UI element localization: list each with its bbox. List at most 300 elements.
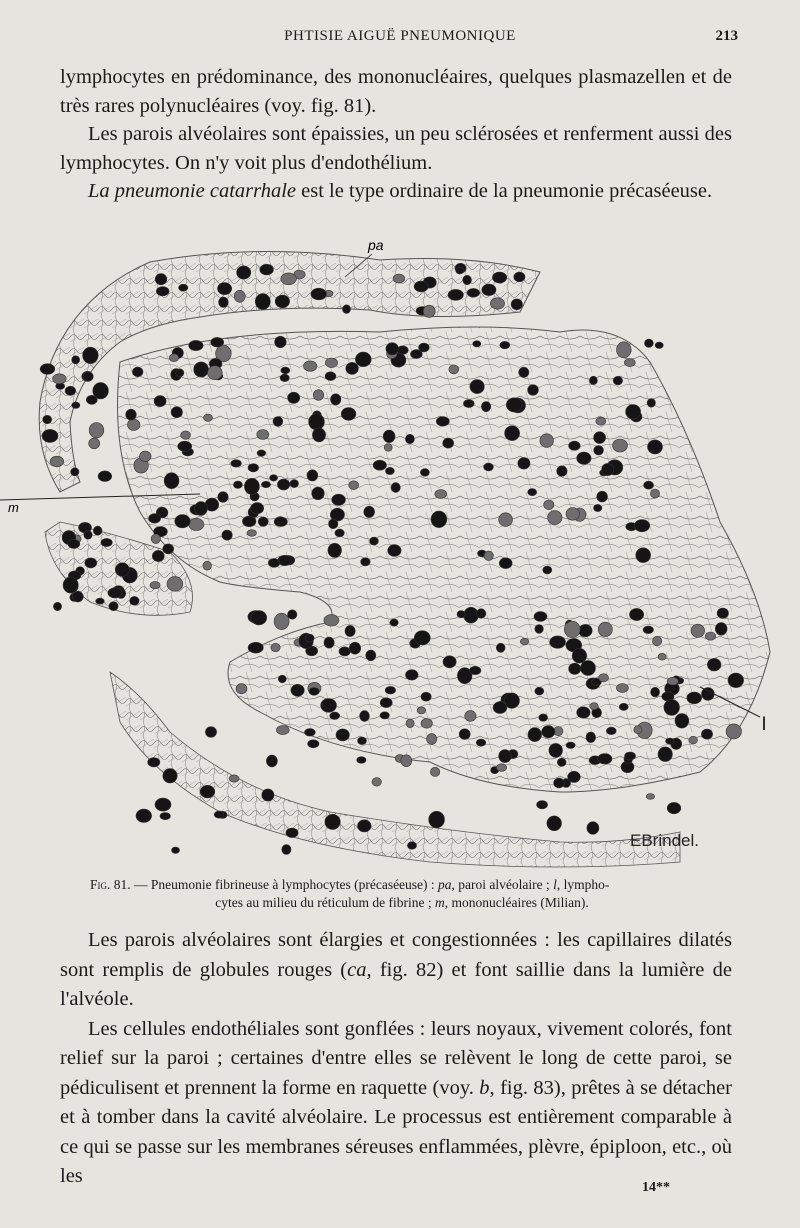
nucleus <box>291 684 304 696</box>
nucleus <box>331 394 341 405</box>
nucleus <box>218 283 232 295</box>
nucleus <box>557 466 567 477</box>
nucleus <box>666 738 675 744</box>
nucleus <box>40 364 55 375</box>
nucleus <box>566 742 575 748</box>
paragraph <box>60 1015 732 1192</box>
nucleus <box>443 438 454 448</box>
nucleus <box>481 402 490 412</box>
nucleus <box>332 494 346 505</box>
nucleus <box>470 666 481 674</box>
nucleus <box>247 530 256 537</box>
nucleus <box>86 395 97 404</box>
nucleus <box>307 470 318 481</box>
caption-text: cytes au milieu du réticulum de fibrine ; <box>215 895 435 910</box>
nucleus <box>149 514 161 524</box>
nucleus <box>505 426 520 441</box>
nucleus <box>349 481 359 490</box>
nucleus <box>172 847 180 853</box>
nucleus <box>463 400 474 408</box>
nucleus <box>587 822 599 835</box>
nucleus <box>257 430 269 440</box>
nucleus <box>373 460 386 470</box>
nucleus <box>372 778 381 787</box>
nucleus <box>260 264 274 275</box>
nucleus <box>282 845 291 855</box>
nucleus <box>581 661 596 676</box>
nucleus <box>397 346 408 355</box>
nucleus <box>109 602 118 611</box>
nucleus <box>652 636 661 645</box>
nucleus <box>550 636 566 648</box>
nucleus <box>248 642 263 653</box>
nucleus <box>257 450 266 456</box>
nucleus <box>470 380 484 394</box>
running-title: PHTISIE AIGUË PNEUMONIQUE <box>284 28 516 44</box>
nucleus <box>65 386 76 395</box>
nucleus <box>448 289 463 300</box>
nucleus <box>602 463 614 475</box>
nucleus <box>664 699 680 715</box>
label-pa: pa <box>368 237 384 253</box>
nucleus <box>313 390 323 401</box>
nucleus <box>329 519 338 529</box>
nucleus <box>325 358 337 368</box>
nucleus <box>308 740 319 748</box>
nucleus <box>126 409 137 420</box>
nucleus <box>309 688 319 696</box>
nucleus <box>420 469 429 477</box>
nucleus <box>465 711 476 722</box>
nucleus <box>255 294 270 310</box>
nucleus <box>150 582 160 589</box>
signature-mark: 14** <box>642 1180 670 1195</box>
nucleus <box>401 755 412 767</box>
nucleus <box>330 712 340 719</box>
nucleus <box>391 483 400 493</box>
nucleus <box>616 684 628 693</box>
paragraph-text: est le type ordinaire de la pneumonie précaséeuse. <box>296 180 713 203</box>
nucleus <box>101 538 112 546</box>
nucleus <box>53 374 67 384</box>
nucleus <box>594 432 606 444</box>
nucleus <box>702 688 715 701</box>
caption-term: m <box>434 895 445 910</box>
nucleus <box>155 798 171 811</box>
nucleus <box>181 431 191 439</box>
nucleus <box>366 650 376 661</box>
nucleus <box>658 747 672 762</box>
nucleus <box>237 266 251 279</box>
nucleus <box>569 663 581 674</box>
nucleus <box>393 274 405 283</box>
nucleus <box>658 653 666 660</box>
caption-text: , mononucléaires (Milian). <box>444 895 589 910</box>
nucleus <box>423 305 435 317</box>
nucleus <box>339 647 350 656</box>
nucleus <box>262 789 274 801</box>
nucleus <box>214 811 224 818</box>
nucleus <box>482 284 496 296</box>
nucleus <box>619 703 628 710</box>
nucleus <box>84 372 94 381</box>
nucleus <box>358 820 372 832</box>
nucleus <box>155 274 167 285</box>
nucleus <box>613 439 628 452</box>
nucleus <box>204 414 213 421</box>
nucleus <box>449 365 459 374</box>
nucleus <box>200 785 215 798</box>
paragraph <box>60 926 732 1015</box>
nucleus <box>53 602 61 610</box>
nucleus <box>218 492 228 503</box>
emphasis-term: b <box>479 1076 490 1099</box>
nucleus <box>63 577 78 593</box>
nucleus <box>127 419 140 430</box>
nucleus <box>385 686 395 694</box>
nucleus <box>484 463 494 471</box>
nucleus <box>171 407 182 418</box>
nucleus <box>473 341 481 347</box>
nucleus <box>380 698 392 708</box>
label-m: m <box>8 500 19 515</box>
nucleus <box>261 481 270 487</box>
nucleus <box>380 712 389 719</box>
nucleus <box>414 281 428 292</box>
nucleus <box>71 468 79 476</box>
nucleus <box>476 609 485 619</box>
nucleus <box>72 402 80 408</box>
nucleus <box>728 673 744 688</box>
nucleus <box>335 529 344 537</box>
nucleus <box>520 638 528 645</box>
nucleus <box>589 376 597 384</box>
nucleus <box>417 707 426 714</box>
histology-figure <box>0 232 800 872</box>
nucleus <box>290 480 299 488</box>
nucleus <box>464 607 479 623</box>
nucleus <box>288 392 300 403</box>
nucleus <box>280 374 289 381</box>
nucleus <box>205 727 216 738</box>
nucleus <box>244 478 259 494</box>
nucleus <box>496 643 505 652</box>
label-l: l <box>762 714 766 734</box>
nucleus <box>651 687 660 697</box>
nucleus <box>236 684 247 694</box>
nucleus <box>151 534 160 544</box>
nucleus <box>499 750 512 763</box>
nucleus <box>594 446 604 455</box>
nucleus <box>476 739 486 746</box>
nucleus <box>554 778 565 788</box>
nucleus <box>242 516 256 527</box>
body-text-bottom <box>60 926 732 1192</box>
nucleus <box>136 809 152 822</box>
nucleus <box>176 369 184 377</box>
nucleus <box>421 692 431 701</box>
nucleus <box>268 559 280 568</box>
nucleus <box>270 475 278 481</box>
nucleus <box>175 515 190 528</box>
nucleus <box>484 551 493 560</box>
paragraph: lymphocytes en prédominance, des mononucléaires, quelques plasmazellen et de très rares polynucléaires (voy. fig. 81). <box>60 66 732 117</box>
caption-text: — Pneumonie fibrineuse à lymphocytes (précaséeuse) : <box>130 877 439 892</box>
nucleus <box>271 643 280 651</box>
nucleus <box>312 428 325 442</box>
nucleus <box>278 675 286 683</box>
nucleus <box>42 429 58 442</box>
page-header <box>62 28 738 54</box>
nucleus <box>132 367 143 377</box>
nucleus <box>436 417 449 427</box>
nucleus <box>383 430 395 443</box>
nucleus <box>443 656 456 668</box>
nucleus <box>275 295 289 308</box>
nucleus <box>648 440 663 454</box>
nucleus <box>597 491 608 502</box>
nucleus <box>388 545 401 557</box>
nucleus <box>312 487 325 500</box>
nucleus <box>194 362 209 377</box>
nucleus <box>500 341 510 348</box>
nucleus <box>163 769 177 783</box>
nucleus <box>459 729 470 740</box>
nucleus <box>390 619 398 626</box>
nucleus <box>506 398 522 412</box>
nucleus <box>528 728 542 742</box>
nucleus <box>511 299 522 310</box>
nucleus <box>687 692 702 704</box>
nucleus <box>178 441 192 451</box>
nucleus <box>68 539 80 548</box>
nucleus <box>336 729 349 741</box>
nucleus <box>528 489 537 496</box>
nucleus <box>189 518 204 530</box>
nucleus <box>229 775 239 782</box>
caption-term: l <box>553 877 557 892</box>
histology-illustration <box>0 232 800 872</box>
nucleus <box>431 511 447 528</box>
nucleus <box>645 339 654 347</box>
nucleus <box>234 290 245 302</box>
nucleus <box>528 385 539 396</box>
nucleus <box>346 362 359 374</box>
nucleus <box>456 267 464 274</box>
nucleus <box>156 287 169 296</box>
nucleus <box>407 842 416 850</box>
nucleus <box>667 802 681 813</box>
nucleus <box>626 405 641 420</box>
nucleus <box>537 801 548 809</box>
nucleus <box>598 754 612 764</box>
nucleus <box>385 467 394 474</box>
nucleus <box>311 288 327 300</box>
nucleus <box>636 548 651 563</box>
nucleus <box>384 444 392 452</box>
nucleus <box>164 473 179 489</box>
nucleus <box>547 816 562 831</box>
nucleus <box>130 596 139 605</box>
nucleus <box>647 399 655 408</box>
nucleus <box>96 598 105 604</box>
nucleus <box>357 757 366 764</box>
nucleus <box>617 342 632 358</box>
nucleus <box>624 359 635 367</box>
nucleus <box>490 298 504 309</box>
nucleus <box>634 520 649 532</box>
nucleus <box>233 481 242 488</box>
nucleus <box>343 305 351 314</box>
nucleus <box>463 275 472 284</box>
nucleus <box>701 729 712 739</box>
nucleus <box>304 361 317 371</box>
nucleus <box>189 340 203 350</box>
nucleus <box>273 417 283 427</box>
nucleus <box>405 434 414 443</box>
nucleus <box>577 452 591 464</box>
nucleus <box>548 511 562 525</box>
nucleus <box>557 758 566 766</box>
nucleus <box>689 736 698 744</box>
nucleus <box>430 767 439 776</box>
nucleus <box>467 288 480 297</box>
nucleus <box>361 558 371 566</box>
nucleus <box>519 367 529 377</box>
nucleus <box>586 732 596 743</box>
nucleus <box>421 719 432 729</box>
emphasis-term: La pneumonie catarrhale <box>88 180 297 203</box>
nucleus <box>497 764 507 772</box>
nucleus <box>72 591 83 602</box>
nucleus <box>596 417 606 425</box>
nucleus <box>248 464 259 472</box>
nucleus <box>167 577 183 592</box>
nucleus <box>370 537 379 545</box>
nucleus <box>539 714 548 721</box>
nucleus <box>634 726 642 734</box>
nucleus <box>179 284 188 291</box>
paragraph-text: , fig. 83), prêtes à se détacher et à tomber dans la cavité alvéolaire. Le processus est entièrement comparable à ce qui se passe sur les membranes séreuses enflammées, plèvre, épiploon, etc., où les <box>60 1076 732 1187</box>
nucleus <box>50 456 64 466</box>
nucleus <box>281 367 290 374</box>
nucleus <box>195 502 208 516</box>
nucleus <box>355 352 371 367</box>
nucleus <box>435 490 447 499</box>
paragraph-text: Les parois alvéolaires sont élargies et congestionnées : les capillaires dilatés sont remplis de globules rouges ( <box>60 929 732 981</box>
nucleus <box>564 621 580 637</box>
nucleus <box>89 423 104 438</box>
caption-text: , lympho- <box>556 877 610 892</box>
nucleus <box>613 376 622 385</box>
nucleus <box>499 558 512 569</box>
caption-term: pa <box>438 877 452 892</box>
nucleus <box>667 677 678 685</box>
figure-caption <box>90 876 714 912</box>
nucleus <box>281 273 297 285</box>
caption-fig-label: Fig. 81. <box>90 877 131 892</box>
nucleus <box>386 343 399 355</box>
nucleus <box>535 625 544 634</box>
nucleus <box>429 811 445 828</box>
nucleus <box>345 625 355 636</box>
nucleus <box>275 336 287 347</box>
nucleus <box>540 434 554 448</box>
nucleus <box>655 342 663 348</box>
nucleus <box>305 634 314 642</box>
nucleus <box>277 479 289 490</box>
nucleus <box>493 702 507 714</box>
nucleus <box>625 752 636 760</box>
caption-line-2 <box>90 894 714 912</box>
nucleus <box>705 632 715 640</box>
nucleus <box>644 481 654 489</box>
nucleus <box>321 699 337 713</box>
nucleus <box>427 734 437 745</box>
nucleus <box>577 707 590 718</box>
nucleus <box>274 613 289 629</box>
nucleus <box>349 642 360 654</box>
nucleus <box>543 566 552 574</box>
nucleus <box>566 508 579 521</box>
nucleus <box>535 687 544 695</box>
nucleus <box>309 414 325 430</box>
nucleus <box>341 408 356 421</box>
paragraph: Les parois alvéolaires sont épaissies, un peu sclérosées et renferment aussi des lymphocytes. On n'y voit plus d'endothélium. <box>60 123 732 174</box>
nucleus <box>140 451 152 462</box>
nucleus <box>578 624 592 636</box>
illustrator-signature: EBrindel. <box>630 831 699 850</box>
nucleus <box>222 530 232 540</box>
nucleus <box>646 794 654 800</box>
nucleus <box>598 622 612 636</box>
nucleus <box>590 703 599 710</box>
nucleus <box>84 531 92 540</box>
nucleus <box>251 611 267 625</box>
nucleus <box>549 743 563 757</box>
nucleus <box>630 608 644 620</box>
nucleus <box>72 356 80 364</box>
nucleus <box>675 714 689 729</box>
nucleus <box>414 631 430 645</box>
nucleus <box>274 517 287 527</box>
nucleus <box>203 561 212 570</box>
nucleus <box>514 272 525 282</box>
body-text-top <box>60 63 732 206</box>
nucleus <box>518 458 530 470</box>
nucleus <box>89 438 100 449</box>
nucleus <box>364 506 375 517</box>
nucleus <box>43 415 52 423</box>
paragraph-text: Les cellules endothéliales sont gonflées : leurs noyaux, vivement colorés, font relief sur la paroi ; certaines d'entre elles se relèvent le long de cette paroi, se pédiculisent et prennent la forme en raquette (voy. <box>60 1017 732 1099</box>
emphasis-term: ca, <box>347 958 372 981</box>
nucleus <box>328 543 342 557</box>
nucleus <box>93 526 102 535</box>
nucleus <box>169 354 178 362</box>
nucleus <box>717 608 728 618</box>
nucleus <box>98 471 112 482</box>
nucleus <box>406 670 419 680</box>
nucleus <box>492 272 506 283</box>
nucleus <box>325 372 336 381</box>
nucleus <box>286 828 298 838</box>
nucleus <box>324 615 339 626</box>
nucleus <box>108 588 122 598</box>
nucleus <box>152 550 164 561</box>
nucleus <box>707 658 721 671</box>
nucleus <box>406 719 414 728</box>
nucleus <box>358 737 367 745</box>
